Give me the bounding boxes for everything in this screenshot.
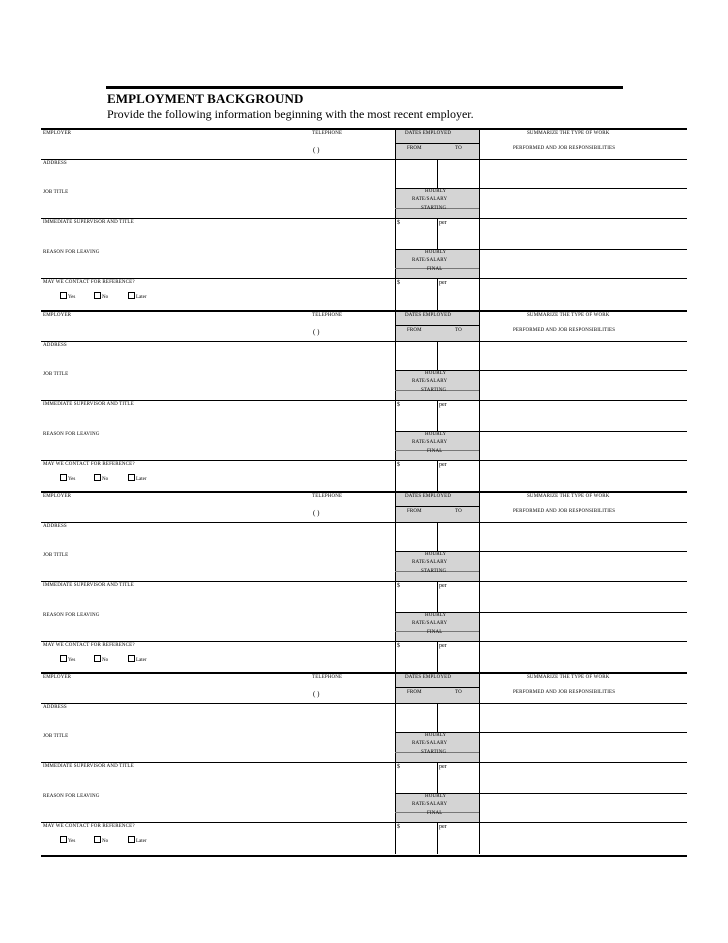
checkbox-later[interactable] bbox=[128, 292, 135, 299]
section-top-rule bbox=[41, 310, 687, 312]
final-label: FINAL bbox=[427, 811, 443, 816]
rate-salary-label: RATE/SALARY bbox=[412, 258, 448, 263]
per-label: per bbox=[439, 824, 447, 830]
checkbox-later[interactable] bbox=[128, 474, 135, 481]
col-divider bbox=[437, 325, 438, 492]
reason-leaving-label: REASON FOR LEAVING bbox=[43, 613, 100, 618]
row-rule bbox=[41, 341, 687, 342]
row-rule bbox=[41, 400, 687, 401]
telephone-label: TELEPHONE bbox=[312, 675, 343, 680]
employer-label: EMPLOYER bbox=[43, 131, 72, 136]
employer-label: EMPLOYER bbox=[43, 494, 72, 499]
rate-salary-label: RATE/SALARY bbox=[412, 379, 448, 384]
hourly-label: HOURLY bbox=[425, 733, 447, 738]
col-divider bbox=[437, 687, 438, 854]
to-label: TO bbox=[455, 146, 462, 151]
dates-subheader-rule bbox=[395, 506, 480, 507]
contact-reference-label: MAY WE CONTACT FOR REFERENCE? bbox=[43, 824, 135, 829]
checkbox-yes[interactable] bbox=[60, 292, 67, 299]
row-rule bbox=[41, 641, 687, 642]
to-label: TO bbox=[455, 690, 462, 695]
dollar-sign: $ bbox=[397, 764, 400, 770]
per-label: per bbox=[439, 643, 447, 649]
row-rule bbox=[41, 522, 687, 523]
checkbox-yes[interactable] bbox=[60, 655, 67, 662]
employer-label: EMPLOYER bbox=[43, 313, 72, 318]
dates-subheader-rule bbox=[395, 143, 480, 144]
address-label: ADDRESS bbox=[43, 343, 67, 348]
dollar-sign: $ bbox=[397, 280, 400, 286]
checkbox-no[interactable] bbox=[94, 655, 101, 662]
col-divider bbox=[479, 493, 480, 673]
from-label: FROM bbox=[407, 690, 422, 695]
section-top-rule bbox=[41, 672, 687, 674]
form-bottom-rule bbox=[41, 855, 687, 857]
per-label: per bbox=[439, 402, 447, 408]
dates-employed-label: DATES EMPLOYED bbox=[405, 313, 452, 318]
col-divider bbox=[437, 506, 438, 673]
checkbox-no[interactable] bbox=[94, 292, 101, 299]
starting-label: STARTING bbox=[421, 750, 447, 755]
option-yes[interactable]: Yes bbox=[60, 292, 75, 300]
checkbox-no[interactable] bbox=[94, 474, 101, 481]
employer-section-1 bbox=[41, 128, 687, 310]
dollar-sign: $ bbox=[397, 824, 400, 830]
starting-label: STARTING bbox=[421, 569, 447, 574]
row-rule bbox=[41, 218, 687, 219]
section-top-rule bbox=[41, 128, 687, 130]
supervisor-label: IMMEDIATE SUPERVISOR AND TITLE bbox=[43, 402, 134, 407]
contact-reference-label: MAY WE CONTACT FOR REFERENCE? bbox=[43, 643, 135, 648]
hourly-label: HOURLY bbox=[425, 432, 447, 437]
summarize-label: SUMMARIZE THE TYPE OF WORK bbox=[527, 131, 610, 136]
per-label: per bbox=[439, 280, 447, 286]
per-label: per bbox=[439, 462, 447, 468]
supervisor-label: IMMEDIATE SUPERVISOR AND TITLE bbox=[43, 220, 134, 225]
checkbox-yes[interactable] bbox=[60, 474, 67, 481]
summarize-label-2: PERFORMED AND JOB RESPONSIBILITIES bbox=[513, 146, 616, 151]
option-no[interactable]: No bbox=[94, 836, 108, 844]
checkbox-later[interactable] bbox=[128, 655, 135, 662]
rate-salary-label: RATE/SALARY bbox=[412, 440, 448, 445]
summarize-label: SUMMARIZE THE TYPE OF WORK bbox=[527, 494, 610, 499]
employer-section-2 bbox=[41, 310, 687, 492]
rate-salary-label: RATE/SALARY bbox=[412, 560, 448, 565]
checkbox-yes[interactable] bbox=[60, 836, 67, 843]
telephone-area-code: ( ) bbox=[313, 328, 320, 336]
hourly-label: HOURLY bbox=[425, 613, 447, 618]
supervisor-label: IMMEDIATE SUPERVISOR AND TITLE bbox=[43, 764, 134, 769]
page-subtitle: Provide the following information beginning with the most recent employer. bbox=[107, 107, 474, 121]
final-label: FINAL bbox=[427, 267, 443, 272]
row-rule bbox=[41, 703, 687, 704]
section-top-rule bbox=[41, 491, 687, 493]
address-label: ADDRESS bbox=[43, 524, 67, 529]
option-yes[interactable]: Yes bbox=[60, 836, 75, 844]
dollar-sign: $ bbox=[397, 583, 400, 589]
starting-label: STARTING bbox=[421, 206, 447, 211]
row-rule bbox=[41, 822, 687, 823]
to-label: TO bbox=[455, 328, 462, 333]
col-divider bbox=[479, 312, 480, 492]
telephone-area-code: ( ) bbox=[313, 509, 320, 517]
summarize-label-2: PERFORMED AND JOB RESPONSIBILITIES bbox=[513, 690, 616, 695]
option-no[interactable]: No bbox=[94, 474, 108, 482]
from-label: FROM bbox=[407, 509, 422, 514]
hourly-label: HOURLY bbox=[425, 371, 447, 376]
per-label: per bbox=[439, 220, 447, 226]
summarize-label: SUMMARIZE THE TYPE OF WORK bbox=[527, 313, 610, 318]
address-label: ADDRESS bbox=[43, 161, 67, 166]
dates-subheader-rule bbox=[395, 687, 480, 688]
row-rule bbox=[41, 581, 687, 582]
rate-salary-label: RATE/SALARY bbox=[412, 802, 448, 807]
summarize-label: SUMMARIZE THE TYPE OF WORK bbox=[527, 675, 610, 680]
to-label: TO bbox=[455, 509, 462, 514]
col-divider bbox=[479, 130, 480, 310]
row-rule bbox=[41, 278, 687, 279]
job-title-label: JOB TITLE bbox=[43, 372, 69, 377]
col-divider bbox=[479, 674, 480, 854]
hourly-label: HOURLY bbox=[425, 189, 447, 194]
telephone-label: TELEPHONE bbox=[312, 313, 343, 318]
telephone-area-code: ( ) bbox=[313, 146, 320, 154]
contact-reference-label: MAY WE CONTACT FOR REFERENCE? bbox=[43, 462, 135, 467]
option-later[interactable]: Later bbox=[128, 474, 147, 482]
telephone-label: TELEPHONE bbox=[312, 131, 343, 136]
summarize-label-2: PERFORMED AND JOB RESPONSIBILITIES bbox=[513, 328, 616, 333]
dates-employed-label: DATES EMPLOYED bbox=[405, 675, 452, 680]
employer-section-4 bbox=[41, 672, 687, 854]
rate-salary-label: RATE/SALARY bbox=[412, 197, 448, 202]
rate-salary-label: RATE/SALARY bbox=[412, 741, 448, 746]
checkbox-later[interactable] bbox=[128, 836, 135, 843]
row-rule bbox=[41, 460, 687, 461]
option-later[interactable]: Later bbox=[128, 655, 147, 663]
dates-employed-label: DATES EMPLOYED bbox=[405, 131, 452, 136]
row-rule bbox=[41, 762, 687, 763]
hourly-label: HOURLY bbox=[425, 250, 447, 255]
dates-subheader-rule bbox=[395, 325, 480, 326]
employer-section-3 bbox=[41, 491, 687, 673]
dollar-sign: $ bbox=[397, 462, 400, 468]
starting-label: STARTING bbox=[421, 388, 447, 393]
supervisor-label: IMMEDIATE SUPERVISOR AND TITLE bbox=[43, 583, 134, 588]
dates-employed-label: DATES EMPLOYED bbox=[405, 494, 452, 499]
page-title: EMPLOYMENT BACKGROUND bbox=[107, 91, 304, 106]
rate-salary-label: RATE/SALARY bbox=[412, 621, 448, 626]
option-no[interactable]: No bbox=[94, 292, 108, 300]
dollar-sign: $ bbox=[397, 220, 400, 226]
option-later[interactable]: Later bbox=[128, 292, 147, 300]
final-label: FINAL bbox=[427, 449, 443, 454]
reason-leaving-label: REASON FOR LEAVING bbox=[43, 250, 100, 255]
dollar-sign: $ bbox=[397, 643, 400, 649]
telephone-label: TELEPHONE bbox=[312, 494, 343, 499]
final-label: FINAL bbox=[427, 630, 443, 635]
employer-label: EMPLOYER bbox=[43, 675, 72, 680]
option-later[interactable]: Later bbox=[128, 836, 147, 844]
dollar-sign: $ bbox=[397, 402, 400, 408]
hourly-label: HOURLY bbox=[425, 552, 447, 557]
contact-reference-label: MAY WE CONTACT FOR REFERENCE? bbox=[43, 280, 135, 285]
per-label: per bbox=[439, 583, 447, 589]
summarize-label-2: PERFORMED AND JOB RESPONSIBILITIES bbox=[513, 509, 616, 514]
per-label: per bbox=[439, 764, 447, 770]
option-yes[interactable]: Yes bbox=[60, 474, 75, 482]
telephone-area-code: ( ) bbox=[313, 690, 320, 698]
option-yes[interactable]: Yes bbox=[60, 655, 75, 663]
reason-leaving-label: REASON FOR LEAVING bbox=[43, 794, 100, 799]
checkbox-no[interactable] bbox=[94, 836, 101, 843]
job-title-label: JOB TITLE bbox=[43, 553, 69, 558]
row-rule bbox=[41, 159, 687, 160]
option-no[interactable]: No bbox=[94, 655, 108, 663]
hourly-label: HOURLY bbox=[425, 794, 447, 799]
from-label: FROM bbox=[407, 146, 422, 151]
reason-leaving-label: REASON FOR LEAVING bbox=[43, 432, 100, 437]
job-title-label: JOB TITLE bbox=[43, 190, 69, 195]
col-divider bbox=[437, 143, 438, 310]
address-label: ADDRESS bbox=[43, 705, 67, 710]
from-label: FROM bbox=[407, 328, 422, 333]
job-title-label: JOB TITLE bbox=[43, 734, 69, 739]
